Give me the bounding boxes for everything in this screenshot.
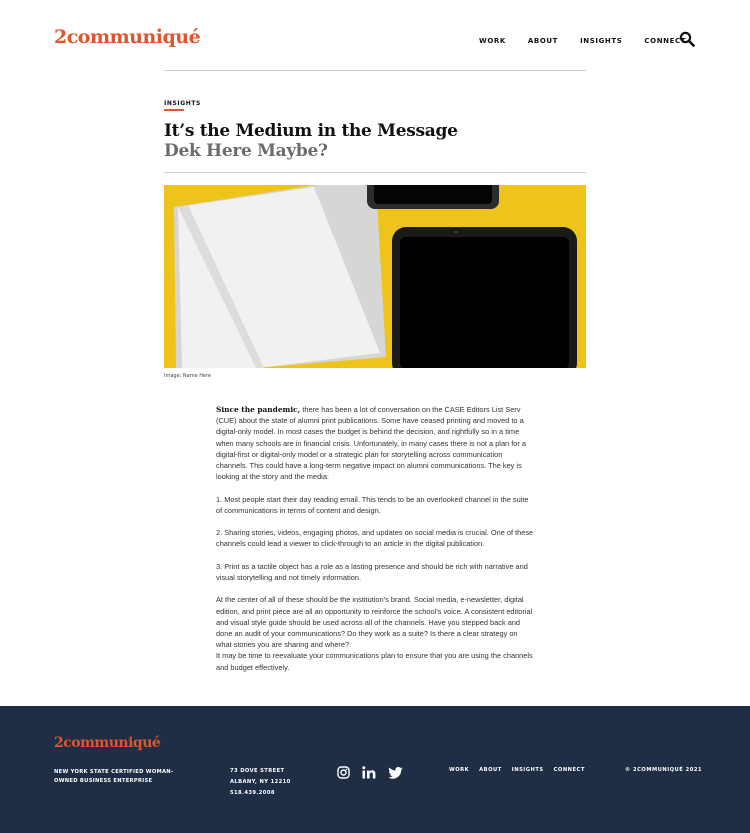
footer-nav-about[interactable]: ABOUT xyxy=(479,767,502,773)
linkedin-icon[interactable] xyxy=(362,764,376,783)
nav-insights[interactable]: INSIGHTS xyxy=(580,37,623,45)
footer-logo[interactable]: 2communiqué xyxy=(54,735,161,751)
article-paragraph: 2. Sharing stories, videos, engaging photos, and updates on social media is crucial. One of these channels could lead a viewer to click-through to an article in the digital publication. xyxy=(216,528,534,549)
article-title: It’s the Medium in the Message xyxy=(164,121,458,141)
article-paragraph: It may be time to reevaluate your communications plan to ensure that you are using the channels and budget effectively. xyxy=(216,651,533,672)
article-dek: Dek Here Maybe? xyxy=(164,141,328,161)
nav-work[interactable]: WORK xyxy=(479,37,506,45)
social-links xyxy=(337,764,415,783)
hero-image xyxy=(164,185,586,368)
phone-number[interactable]: 518.439.2008 xyxy=(230,790,275,796)
address-city: ALBANY, NY 12210 xyxy=(230,779,291,785)
footer-nav-work[interactable]: WORK xyxy=(449,767,470,773)
article-paragraph: Since the pandemic, there has been a lot of conversation on the CASE Editors List Serv (CUE) about the state of alumni print publications. Some have ceased printing and moved to a digital-only model. In most cases the budget is behind the decision, and rightfully so in a time when many schools are in financial crisis. Unfortunately, in many cases there is not a plan for a digital-first or digital-only model or a strategic plan for storytelling across communication channels. This could have a long-term negative impact on alumni communications. The key is looking at the story and the media: xyxy=(216,405,527,482)
site-header xyxy=(0,0,750,72)
twitter-icon[interactable] xyxy=(388,764,403,783)
copyright-text: © 2COMMUNIQUÉ 2021 xyxy=(625,767,703,773)
article-category[interactable]: INSIGHTS xyxy=(164,100,201,107)
category-underline xyxy=(164,109,184,111)
article-body xyxy=(216,404,534,684)
certification-text: NEW YORK STATE CERTIFIED WOMAN- OWNED BUSINESS ENTERPRISE xyxy=(54,769,174,784)
article-paragraph: At the center of all of these should be the institution’s brand. Social media, e-newsletter, digital edition, and print piece are all an opportunity to reinforce the school’s voice. A consistent editorial and visual style guide should be used across all of the channels. Have you stepped back and done an audit of your communications? Do they work as a suite? Is there a clear strategy on what stories you are sharing and where? xyxy=(216,595,533,650)
site-logo[interactable]: 2communiqué xyxy=(54,26,201,48)
footer-nav-connect[interactable]: CONNECT xyxy=(553,767,585,773)
footer-nav xyxy=(449,767,595,773)
address-street: 73 DOVE STREET xyxy=(230,768,285,774)
site-footer xyxy=(0,706,750,833)
footer-nav-insights[interactable]: INSIGHTS xyxy=(511,767,544,773)
search-icon[interactable] xyxy=(679,31,695,47)
instagram-icon[interactable] xyxy=(337,764,350,783)
address-block xyxy=(230,766,291,799)
image-caption: Image: Name Here xyxy=(164,373,212,379)
nav-connect[interactable]: CONNECT xyxy=(644,37,687,45)
main-nav xyxy=(479,37,708,45)
nav-about[interactable]: ABOUT xyxy=(527,37,559,45)
title-divider xyxy=(164,172,586,173)
article-paragraph: 1. Most people start their day reading email. This tends to be an overlooked channel in the suite of communications in terms of content and design. xyxy=(216,494,529,515)
article-paragraph: 3. Print as a tactile object has a role as a lasting presence and should be rich with narrative and visual storytelling and not timely information. xyxy=(216,561,528,582)
header-divider xyxy=(164,70,586,71)
article-lead: Since the pandemic, xyxy=(216,405,301,414)
